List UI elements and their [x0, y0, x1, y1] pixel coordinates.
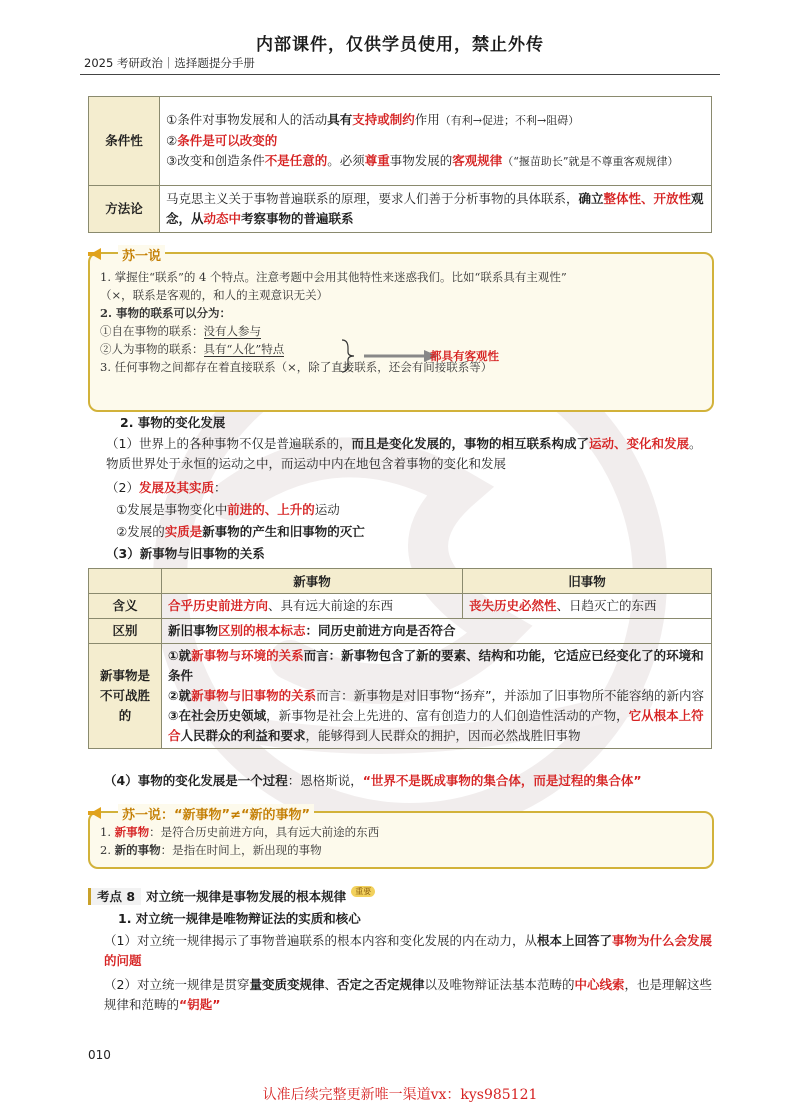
kaodian-header: [88, 886, 375, 907]
condition-content: ①条件对事物发展和人的活动具有支持或制约作用（有利→促进；不利→阻碍） ②条件是可以改变的 ③改变和创造条件不是任意的。必须尊重事物发展的客观规律（“揠苗助长”就是不尊重客观规律）: [160, 97, 712, 186]
arrow-label: 都具有客观性: [430, 349, 499, 363]
connection-table: [88, 96, 712, 233]
page-number: 010: [88, 1048, 111, 1062]
new-old-table: [88, 568, 712, 749]
callout-line-2: （×，联系是客观的，和人的主观意识无关）: [100, 288, 329, 302]
section-2-heading: 2. 事物的变化发展: [120, 415, 226, 430]
callout-suyi-2: [88, 808, 714, 869]
section-2-para-6: （4）事物的变化发展是一个过程：恩格斯说，“世界不是既成事物的集合体，而是过程的集合体”: [104, 773, 642, 788]
difference-content: 新旧事物区别的根本标志：同历史前进方向是否符合: [162, 619, 712, 644]
meaning-new: 合乎历史前进方向、具有远大前途的东西: [162, 594, 463, 619]
label-condition: 条件性: [89, 97, 160, 186]
label-difference: 区别: [89, 619, 162, 644]
header-divider: [80, 74, 720, 75]
callout-line-6: 3. 任何事物之间都存在着直接联系（×，除了直接联系，还会有间接联系等）: [100, 360, 493, 374]
callout-line-4: ①自在事物的联系：没有人参与: [100, 324, 261, 338]
method-content: 马克思主义关于事物普遍联系的原理，要求人们善于分析事物的具体联系，确立整体性、开放性观念，从动态中考察事物的普遍联系: [160, 186, 712, 233]
label-meaning: 含义: [89, 594, 162, 619]
page-subtitle: 2025 考研政治｜选择题提分手册: [84, 56, 255, 70]
important-badge: 重要: [351, 886, 375, 897]
page-banner: 内部课件，仅供学员使用，禁止外传: [256, 35, 544, 55]
section-2-para-5: （3）新事物与旧事物的关系: [106, 546, 265, 561]
kaodian-title: 对立统一规律是事物发展的根本规律: [146, 889, 347, 904]
callout-line-2: 2. 新的事物：是指在时间上，新出现的事物: [100, 843, 322, 857]
callout-title: 苏一说：“新事物”≠“新的事物”: [118, 804, 314, 823]
col-old: 旧事物: [463, 569, 712, 594]
section-2-para-2: （2）发展及其实质：: [106, 480, 227, 495]
callout-line-1: 1. 掌握住“联系”的 4 个特点。注意考题中会用其他特性来迷惑我们。比如“联系具有主观性”: [100, 270, 567, 284]
label-invincible: 新事物是不可战胜的: [89, 644, 162, 749]
invincible-content: ①就新事物与环境的关系而言：新事物包含了新的要素、结构和功能，它适应已经变化了的环境和条件 ②就新事物与旧事物的关系而言：新事物是对旧事物“扬弃”，并添加了旧事物所不能容纳的新内容 ③在社会历史领域，新事物是社会上先进的、富有创造力的人们创造性活动的产物，它从根本上符合人民群众的利益和要求，能够得到人民群众的拥护，因而必然战胜旧事物: [162, 644, 712, 749]
callout-line-1: 1. 新事物：是符合历史前进方向，具有远大前途的东西: [100, 825, 380, 839]
callout-line-5: ②人为事物的联系：具有“人化”特点: [100, 342, 285, 356]
kaodian-para-2: （2）对立统一规律是贯穿量变质变规律、否定之否定规律以及唯物辩证法基本范畴的中心线索，也是理解这些规律和范畴的“钥匙”: [104, 977, 713, 1012]
corner-cell: [89, 569, 162, 594]
megaphone-icon: [86, 805, 104, 821]
megaphone-icon: [86, 246, 104, 262]
channel-notice: 认准后续完整更新唯一渠道vx：kys985121: [262, 1087, 538, 1103]
section-2-para-4: ②发展的实质是新事物的产生和旧事物的灭亡: [116, 524, 365, 539]
meaning-old: 丧失历史必然性、日趋灭亡的东西: [463, 594, 712, 619]
section-2-para-3: ①发展是事物变化中前进的、上升的运动: [116, 502, 340, 517]
col-new: 新事物: [162, 569, 463, 594]
kaodian-tag: 考点 8: [88, 888, 141, 905]
callout-line-3: 2. 事物的联系可以分为：: [100, 306, 232, 320]
kaodian-heading-1: 1. 对立统一规律是唯物辩证法的实质和核心: [118, 911, 361, 926]
label-method: 方法论: [89, 186, 160, 233]
callout-title: 苏一说: [118, 245, 165, 264]
kaodian-para-1: （1）对立统一规律揭示了事物普遍联系的根本内容和变化发展的内在动力，从根本上回答了事物为什么会发展的问题: [104, 933, 712, 968]
section-2-para-1: （1）世界上的各种事物不仅是普遍联系的，而且是变化发展的，事物的相互联系构成了运动、变化和发展。物质世界处于永恒的运动之中，而运动中内在地包含着事物的变化和发展: [106, 436, 702, 471]
callout-suyi-1: [88, 249, 714, 412]
